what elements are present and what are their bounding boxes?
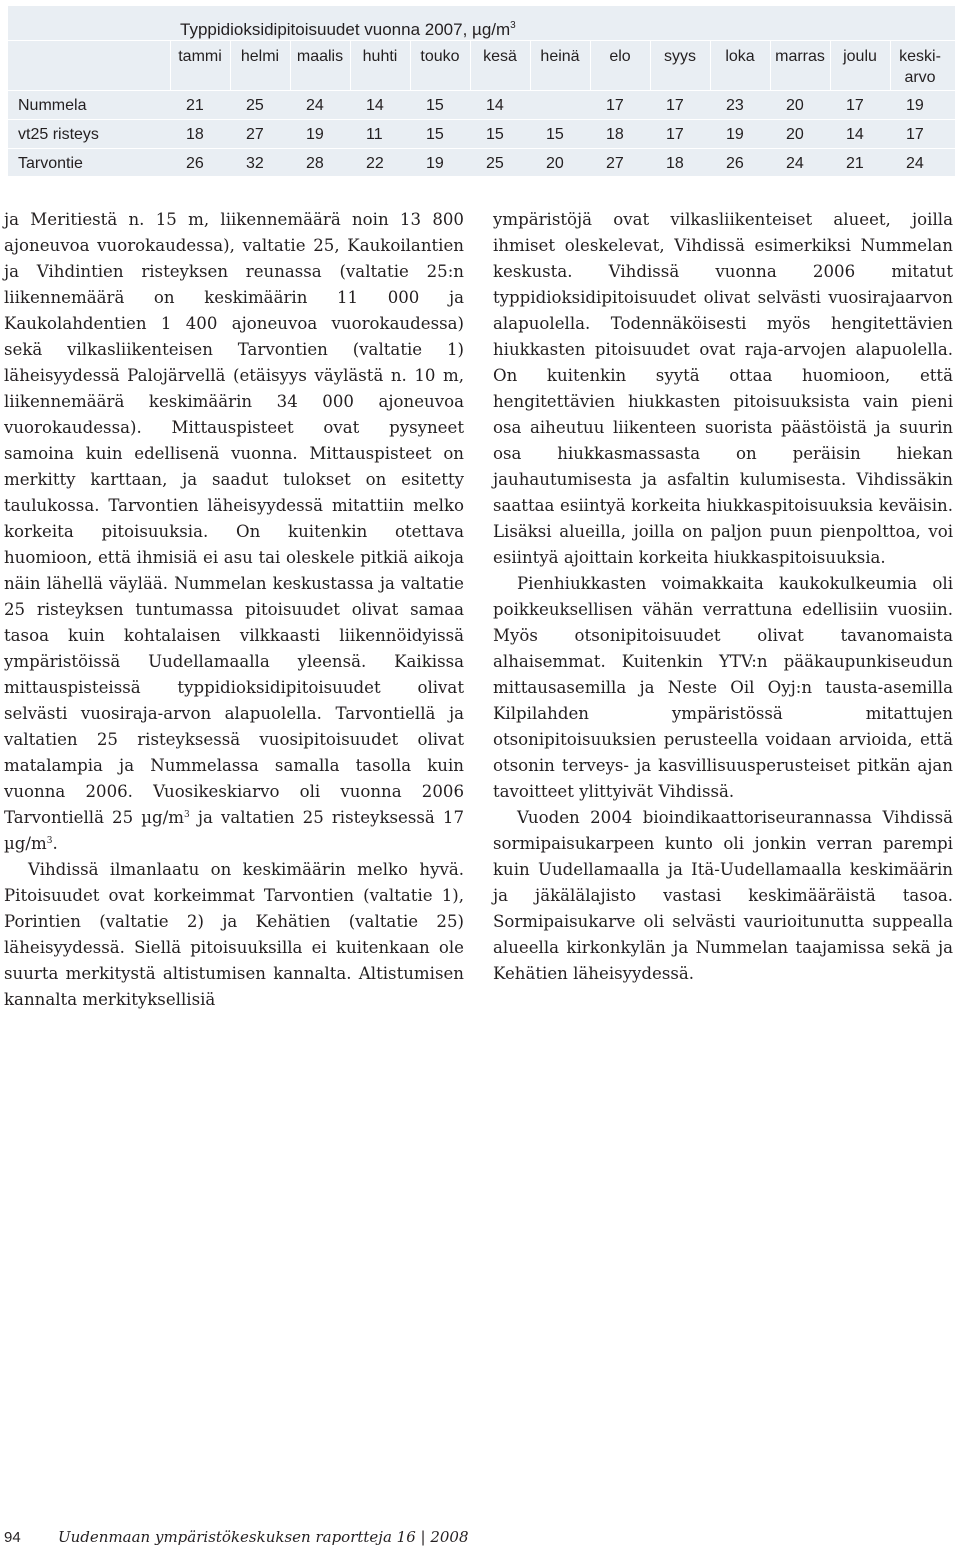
table-rule (8, 40, 955, 41)
table-cell: 23 (726, 97, 744, 114)
table-header-cell: syys (664, 48, 696, 65)
table-cell: 24 (786, 155, 804, 172)
table-rule (8, 148, 955, 149)
right-paragraph-2: Pienhiukkasten voimakkaita kaukokulkeumia oli poikkeuksellisen vähän verrattuna edellisiin vuosiin. Myös otsonipitoisuudet olivat tavanomaista alhaisemmat. Kuitenkin YTV:n pääkaupunkiseudun mittausasemilla ja Neste Oil Oyj:n tausta-asemilla Kilpilahden ympäristössä mitattujen otsonipitoisuuksien perusteella voidaan arvioida, että otsonin terveys- ja kasvillisuusperusteiset pitkän ajan tavoitteet ylittyivät Vihdissä. (493, 574, 953, 801)
table-cell: 27 (606, 155, 624, 172)
table-rule (8, 90, 955, 91)
table-header-cell: huhti (362, 48, 398, 65)
table-cell: 17 (906, 126, 924, 143)
table-row-label: Tarvontie (18, 155, 83, 172)
left-p1-tail-sup: 3 (46, 836, 53, 846)
table-cell: 14 (846, 126, 864, 143)
table-cell: 14 (486, 97, 504, 114)
table-cell: 21 (186, 97, 204, 114)
right-paragraph-3: Vuoden 2004 bioindikaattoriseurannassa Vihdissä sormipaisukarpeen kunto oli jonkin verran parempi kuin Uudellamaalla ja Itä-Uudellamaalla keskimäärin ja jäkälälajisto vastasi keskimääräistä tasoa. Sormipaisukarve oli selvästi vaurioitunutta suppealla alueella kirkonkylän ja Nummelan taajamissa sekä ja Kehätien läheisyydessä. (493, 808, 953, 983)
table-cell: 17 (666, 126, 684, 143)
table-cell: 21 (846, 155, 864, 172)
page-number: 94 (4, 1529, 21, 1546)
table-cell: 19 (426, 155, 444, 172)
table-cell: 26 (726, 155, 744, 172)
left-paragraph-1 (4, 207, 464, 857)
table-cell: 15 (426, 97, 444, 114)
table-header-cell: loka (725, 48, 755, 65)
right-column (493, 207, 953, 987)
table-cell: 18 (606, 126, 624, 143)
left-column (4, 207, 464, 1013)
table-header-cell: heinä (540, 48, 580, 65)
table-cell: 15 (486, 126, 504, 143)
left-p1-text: ja Meritiestä n. 15 m, liikennemäärä noin 13 800 ajoneuvoa vuorokaudessa), valtatie 25, Kaukoilantien ja Vihdintien risteyksen reunassa (valtatie 25:n liikennemäärä on keskimäärin 11 000 ja Kaukolahdentien 1 400 ajoneuvoa vuorokaudessa) sekä vilkasliikenteisen Tarvontien (valtatie 1) läheisyydessä Palojärvellä (etäisyys väylästä n. 10 m, liikennemäärä keskimäärin 34 000 ajoneuvoa vuorokaudessa). Mittauspisteet ovat pysyneet samoina kuin edellisenä vuonna. Mittauspisteet on merkitty karttaan, ja saadut tulokset on esitetty taulukossa. Tarvontien läheisyydessä mitattiin melko korkeita pitoisuuksia. On kuitenkin otettava huomioon, että ihmisiä ei asu tai oleskele pitkiä aikoja näin lähellä väylää. Nummelan keskustassa ja valtatie 25 risteyksen tuntumassa pitoisuudet olivat samaa tasoa kuin kohtalaisen vilkkaasti liikennöidyissä ympäristöissä Uudellamaalla yleensä. Kaikissa mittauspisteissä typpidioksidipitoisuudet olivat selvästi vuosiraja-arvon alapuolella. Tarvontiellä ja valtatien 25 risteyksessä vuosipitoisuudet olivat matalampia ja Nummelassa samalla tasolla kuin vuonna 2006. Vuosikeskiarvo oli vuonna 2006 Tarvontiellä 25 µg/m (4, 210, 464, 827)
page-footer (4, 1528, 469, 1550)
table-cell: 19 (906, 97, 924, 114)
table-header-cell: keski- arvo (899, 48, 941, 86)
table-cell: 18 (666, 155, 684, 172)
table-cell: 32 (246, 155, 264, 172)
table-caption-text: Typpidioksidipitoisuudet vuonna 2007, µg/m (180, 20, 511, 39)
table-rule (8, 119, 955, 120)
table-cell: 25 (246, 97, 264, 114)
table-header-cell: maalis (296, 48, 344, 65)
table-cell: 22 (366, 155, 384, 172)
table-cell: 15 (546, 126, 564, 143)
table-cell: 17 (606, 97, 624, 114)
table-cell: 19 (726, 126, 744, 143)
table-cell: 28 (306, 155, 324, 172)
table-cell: 11 (366, 126, 383, 143)
table-cell: 27 (246, 126, 264, 143)
table-cell: 24 (306, 97, 324, 114)
table-row-label: Nummela (18, 97, 87, 114)
table-cell: 17 (666, 97, 684, 114)
table-caption (180, 12, 516, 40)
table-cell: 24 (906, 155, 924, 172)
table-row-label: vt25 risteys (18, 126, 99, 143)
publication-title: Uudenmaan ympäristökeskuksen raportteja 16 | 2008 (58, 1528, 469, 1546)
table-header-cell: joulu (843, 48, 877, 65)
no2-table (8, 6, 955, 176)
table-cell: 20 (786, 126, 804, 143)
table-cell: 15 (426, 126, 444, 143)
table-header-cell: touko (420, 48, 460, 65)
table-cell: 17 (846, 97, 864, 114)
left-paragraph-2: Vihdissä ilmanlaatu on keskimäärin melko hyvä. Pitoisuudet ovat korkeimmat Tarvontien (valtatie 1), Porintien (valtatie 2) ja Kehätien (valtatie 25) läheisyydessä. Siellä pitoisuuksilla ei kuitenkaan ole suurta merkitystä altistumisen kannalta. Altistumisen kannalta merkityksellisiä (4, 860, 464, 1009)
left-p1-end: . (52, 834, 58, 853)
table-cell: 18 (186, 126, 204, 143)
table-header-cell: tammi (178, 48, 222, 65)
table-header-cell: kesä (483, 48, 517, 65)
right-paragraph-1: ympäristöjä ovat vilkasliikenteiset alueet, joilla ihmiset oleskelevat, Vihdissä esimerkiksi Nummelan keskusta. Vihdissä vuonna 2006 mitatut typpidioksidipitoisuudet olivat selvästi vuosirajaarvon alapuolella. Todennäköisesti myös hengitettävien hiukkasten pitoisuudet ovat raja-arvojen alapuolella. On kuitenkin syytä ottaa huomioon, että hengitettävien hiukkasten pitoisuuksista vain pieni osa aiheutuu liikenteen suorista päästöistä ja suurin osa hiukkasmassasta on peräisin hiekan jauhautumisesta ja asfaltin kulumisesta. Vihdissäkin saattaa esiintyä korkeita hiukkaspitoisuuksia keväisin. Lisäksi alueilla, joilla on paljon puun pienpolttoa, voi esiintyä ajoittain korkeita hiukkaspitoisuuksia. (493, 210, 953, 567)
table-header-cell: elo (609, 48, 631, 65)
table-cell: 26 (186, 155, 204, 172)
table-cell: 20 (786, 97, 804, 114)
table-cell: 25 (486, 155, 504, 172)
table-cell: 19 (306, 126, 324, 143)
left-p1-sup: 3 (184, 810, 190, 820)
table-header-cell: helmi (240, 48, 280, 65)
table-cell: 20 (546, 155, 564, 172)
table-header-cell: marras (775, 48, 825, 65)
table-caption-sup: 3 (510, 20, 516, 31)
left-p1-tail: ja valtatien 25 risteyksessä 17 µg/m (4, 808, 465, 853)
table-cell: 14 (366, 97, 384, 114)
